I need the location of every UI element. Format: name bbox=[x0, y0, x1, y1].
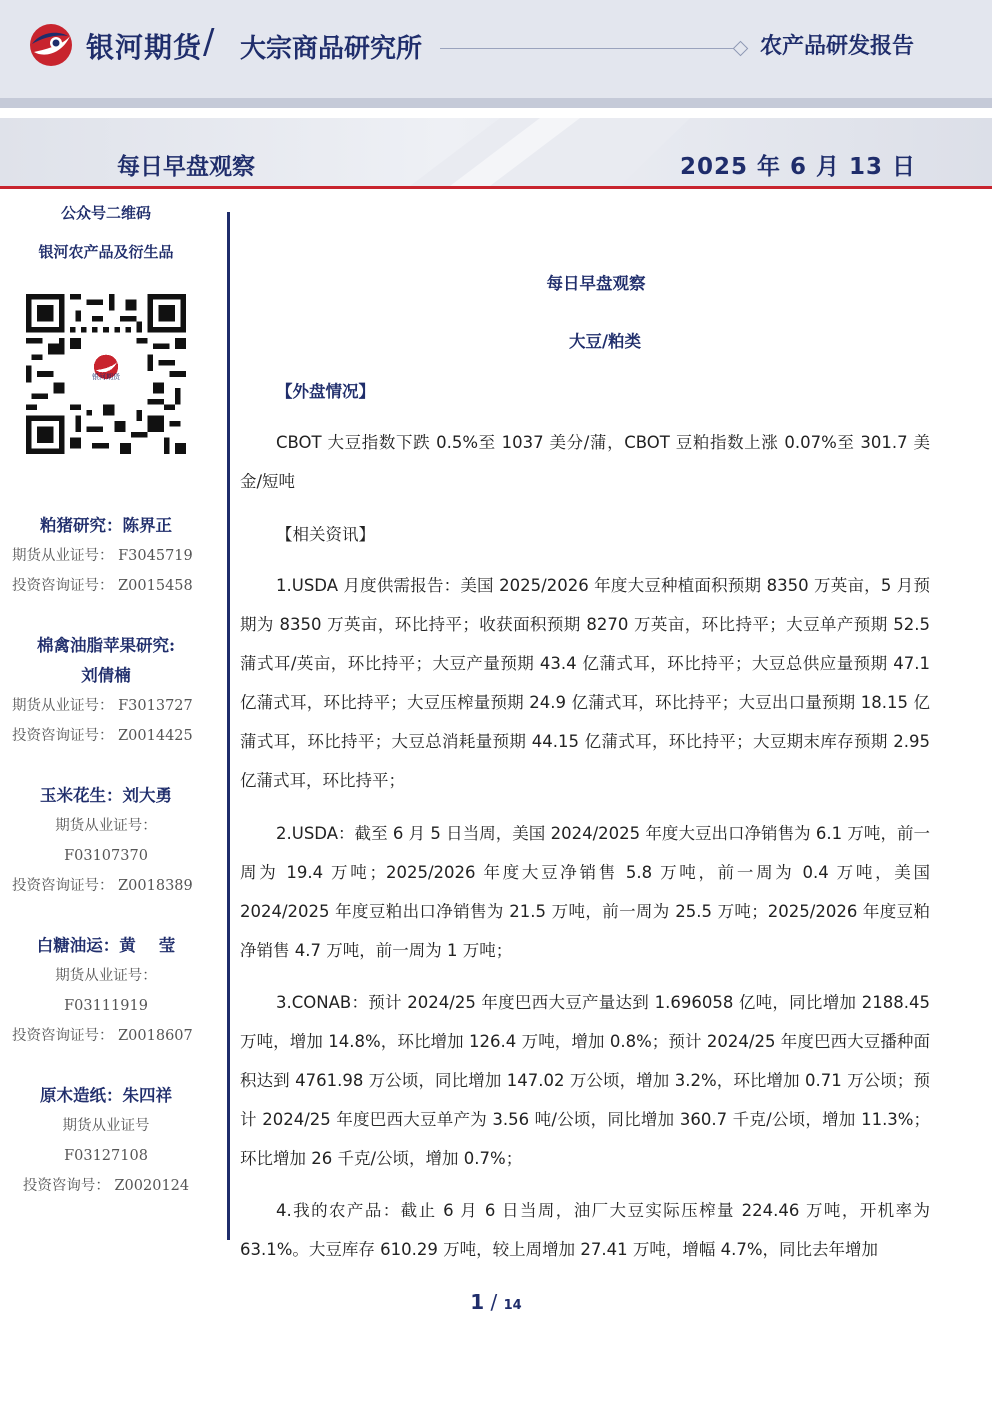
futures-license-label: 期货从业证号： bbox=[55, 818, 157, 834]
header-separator: / bbox=[203, 22, 215, 62]
brand-name: 银河期货 bbox=[86, 31, 203, 64]
page-separator: / bbox=[484, 1290, 504, 1314]
subsection-news: 【相关资讯】 bbox=[276, 525, 375, 544]
report-title: 每日早盘观察 bbox=[117, 154, 255, 180]
analyst-role: 玉米花生：刘大勇 bbox=[40, 786, 172, 805]
analyst-corn-peanut bbox=[0, 781, 212, 901]
futures-license-label: 期货从业证号： bbox=[55, 968, 157, 984]
analyst-cotton-poultry-oil-apple bbox=[0, 631, 212, 751]
qr-title: 公众号二维码 bbox=[60, 204, 151, 222]
band-decoration bbox=[390, 118, 690, 186]
paragraph-cbot: CBOT 大豆指数下跌 0.5%至 1037 美分/蒲，CBOT 豆粕指数上涨 0.07%至 301.7 美金/短吨 bbox=[240, 433, 930, 491]
page-total: 14 bbox=[503, 1298, 522, 1313]
futures-license: 期货从业证号： F3045719 bbox=[12, 548, 193, 564]
title-band-underline bbox=[0, 186, 992, 189]
report-date: 2025 年 6 月 13 日 bbox=[679, 154, 916, 180]
institute-name: 大宗商品研究所 bbox=[240, 34, 423, 64]
futures-license-number: F03107370 bbox=[64, 848, 148, 864]
analyst-role: 白糖油运：黄 莹 bbox=[36, 936, 176, 955]
header-stripe bbox=[0, 98, 992, 108]
analyst-role: 原木造纸：朱四祥 bbox=[40, 1086, 172, 1105]
analyst-role: 粕猪研究：陈界正 bbox=[40, 516, 172, 535]
advisory-license: 投资咨询号： Z0020124 bbox=[22, 1178, 190, 1194]
paragraph-usda-wasde: 1.USDA 月度供需报告：美国 2025/2026 年度大豆种植面积预期 8350 万英亩，5 月预期为 8350 万英亩，环比持平；收获面积预期 8270 万英亩，环比持平；大豆单产预期 52.5 蒲式耳/英亩，环比持平；大豆产量预期 43.4 亿蒲式耳，环比持平；大豆总供应量预期 47.1 亿蒲式耳，环比持平；大豆压榨量预期 24.9 亿蒲式耳，环比持平；大豆出口量预期 18.15 亿蒲式耳，环比持平；大豆总消耗量预期 44.15 亿蒲式耳，环比持平；大豆期末库存预期 2.95 亿蒲式耳，环比持平； bbox=[240, 576, 930, 790]
subsection-overseas: 【外盘情况】 bbox=[276, 382, 375, 401]
paragraph-conab: 3.CONAB：预计 2024/25 年度巴西大豆产量达到 1.696058 亿吨，同比增加 2188.45 万吨，增加 14.8%，环比增加 126.4 万吨，增加 0.8%；预计 2024/25 年度巴西大豆播种面积达到 4761.98 万公顷，同比增加 147.02 万公顷，增加 3.2%，环比增加 0.71 万公顷；预计 2024/25 年度巴西大豆单产为 3.56 吨/公顷，同比增加 360.7 千克/公顷，增加 11.3%；环比增加 26 千克/公顷，增加 0.7%； bbox=[240, 993, 930, 1168]
sidebar-divider bbox=[227, 212, 230, 1240]
advisory-license: 投资咨询证号： Z0018389 bbox=[12, 878, 193, 894]
document-title: 每日早盘观察 bbox=[546, 274, 646, 293]
analyst-soymeal-hog bbox=[0, 511, 212, 601]
qr-logo-text: 银河期货 bbox=[92, 373, 120, 381]
galaxy-futures-logo-icon bbox=[26, 22, 76, 68]
futures-license: 期货从业证号： F3013727 bbox=[12, 698, 193, 714]
header-rule bbox=[440, 48, 735, 49]
analyst-timber-paper bbox=[0, 1081, 212, 1201]
advisory-license: 投资咨询证号： Z0018607 bbox=[12, 1028, 193, 1044]
analyst-sugar-oil-shipping bbox=[0, 931, 212, 1051]
page-current: 1 bbox=[470, 1290, 485, 1314]
section-title: 大豆/粕类 bbox=[568, 332, 642, 351]
advisory-license: 投资咨询证号： Z0014425 bbox=[12, 728, 193, 744]
futures-license-label: 期货从业证号 bbox=[62, 1118, 150, 1134]
analyst-name: 刘倩楠 bbox=[81, 666, 131, 685]
analyst-role: 棉禽油脂苹果研究: bbox=[36, 636, 176, 655]
advisory-license: 投资咨询证号： Z0015458 bbox=[12, 578, 193, 594]
report-type: 农产品研发报告 bbox=[760, 34, 915, 59]
paragraph-usda-export: 2.USDA：截至 6 月 5 日当周，美国 2024/2025 年度大豆出口净销售为 6.1 万吨，前一周为 19.4 万吨；2025/2026 年度大豆净销售 5.8 万吨，前一周为 0.4 万吨，美国 2024/2025 年度豆粕出口净销售为 21.5 万吨，前一周为 25.5 万吨；2025/2026 年度豆粕净销售 4.7 万吨，前一周为 1 万吨； bbox=[240, 824, 930, 960]
futures-license-number: F03111919 bbox=[64, 998, 148, 1014]
page-number bbox=[0, 1290, 992, 1314]
futures-license-number: F03127108 bbox=[64, 1148, 148, 1164]
qr-subtitle: 银河农产品及衍生品 bbox=[38, 243, 174, 261]
paragraph-my-agri: 4.我的农产品：截止 6 月 6 日当周，油厂大豆实际压榨量 224.46 万吨，开机率为 63.1%。大豆库存 610.29 万吨，较上周增加 27.41 万吨，增幅 4.7%，同比去年增加 bbox=[240, 1201, 930, 1259]
